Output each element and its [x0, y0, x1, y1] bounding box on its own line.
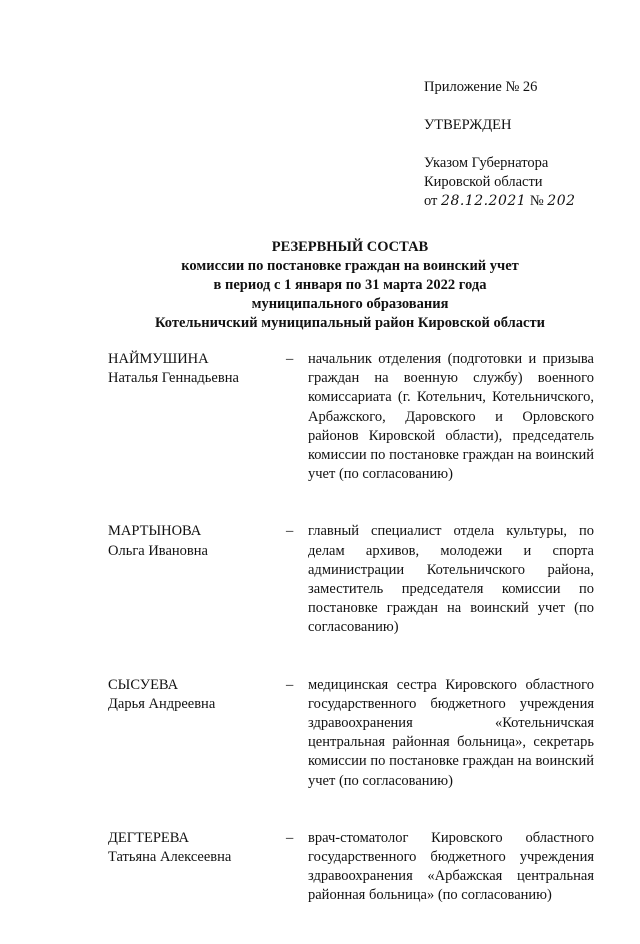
- number-sign: №: [529, 193, 544, 209]
- title-line-3: в период с 1 января по 31 марта 2022 года: [213, 277, 487, 293]
- document-title: [60, 238, 640, 333]
- member-dash: –: [286, 829, 294, 846]
- member-row: [108, 676, 594, 791]
- decree-line-2: Кировской области: [424, 174, 543, 190]
- member-dash: –: [286, 523, 294, 540]
- member-row: [108, 829, 594, 906]
- member-row: [108, 350, 594, 484]
- handwritten-number: 202: [547, 193, 576, 209]
- title-line-2: комиссии по постановке граждан на воинский учет: [181, 258, 519, 274]
- member-surname: ДЕГТЕРЕВА: [108, 829, 189, 846]
- title-line-4: муниципального образования: [251, 296, 449, 312]
- member-name: [108, 522, 286, 637]
- member-role: врач-стоматолог Кировского областного государственного бюджетного учреждения здравоохранения «Арбажская центральная районная больница» (по согласованию): [308, 829, 594, 904]
- member-row: [108, 522, 594, 637]
- member-list: [108, 350, 594, 944]
- member-name: [108, 350, 286, 484]
- member-surname: МАРТЫНОВА: [108, 523, 202, 540]
- decree-date-line: [424, 192, 624, 211]
- member-name: [108, 829, 286, 906]
- handwritten-date: 28.12.2021: [441, 193, 527, 209]
- member-role: главный специалист отдела культуры, по делам архивов, молодежи и спорта администрации Котельничского района, заместитель председателя комиссии по постановке граждан на воинский учет (по согласованию): [308, 523, 594, 636]
- member-role: начальник отделения (подготовки и призыва граждан на военную службу) военного комиссариата (г. Котельнич, Котельничского, Арбажского, Даровского и Орловского районов Кировской области), председатель комиссии по постановке граждан на воинский учет (по согласованию): [308, 351, 594, 483]
- member-given-name: Татьяна Алексеевна: [108, 849, 232, 866]
- title-line-1: РЕЗЕРВНЫЙ СОСТАВ: [271, 239, 429, 255]
- member-given-name: Дарья Андреевна: [108, 695, 216, 712]
- member-role: медицинская сестра Кировского областного государственного бюджетного учреждения здравоохранения «Котельничская центральная районная больница», секретарь комиссии по постановке граждан на воинский учет (по согласованию): [308, 676, 594, 789]
- decree-line-1: Указом Губернатора: [424, 155, 549, 171]
- member-surname: СЫСУЕВА: [108, 676, 179, 693]
- appendix-number: Приложение № 26: [424, 79, 538, 95]
- member-surname: НАЙМУШИНА: [108, 351, 209, 367]
- approved-label: УТВЕРЖДЕН: [424, 117, 512, 133]
- member-dash: –: [286, 676, 294, 693]
- date-prefix: от: [424, 193, 438, 209]
- member-given-name: Ольга Ивановна: [108, 542, 208, 559]
- member-name: [108, 676, 286, 791]
- approval-block: [424, 78, 624, 211]
- member-given-name: Наталья Геннадьевна: [108, 370, 239, 387]
- title-line-5: Котельничский муниципальный район Кировской области: [155, 315, 545, 331]
- member-dash: –: [286, 351, 294, 367]
